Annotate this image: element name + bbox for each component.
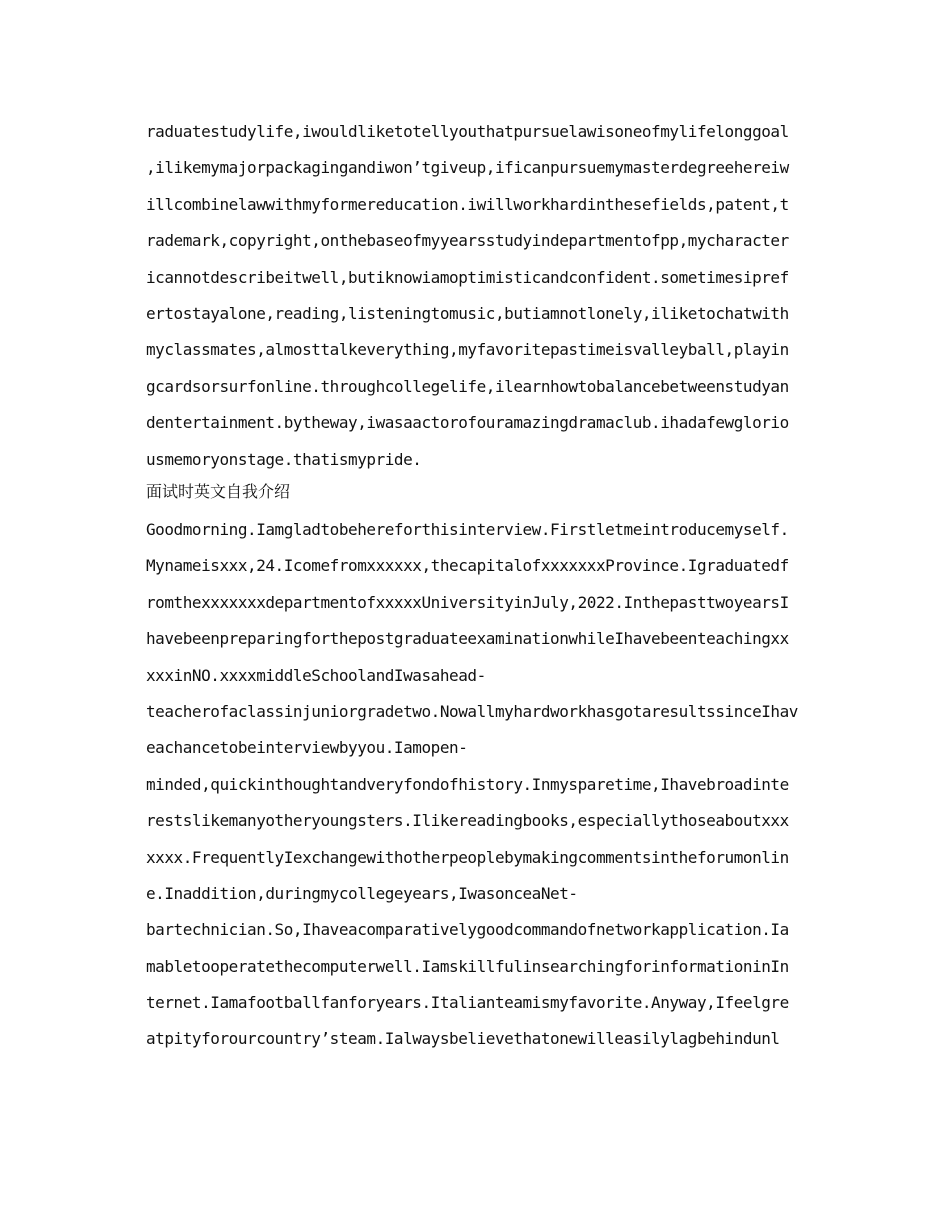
text-line: atpityforourcountry’steam.Ialwaysbelievethatonewilleasilylagbehindunl [146, 1029, 780, 1049]
text-line: icannotdescribeitwell,butiknowiamoptimisticandconfident.sometimesipref [146, 267, 789, 287]
text-line: rademark,copyright,onthebaseofmyyearsstudyindepartmentofpp,mycharacter [146, 231, 789, 251]
text-line: raduatestudylife,iwouldliketotellyouthatpursuelawisoneofmylifelonggoal [146, 122, 789, 141]
text-line: romthexxxxxxxdepartmentofxxxxxUniversityinJuly,2022.InthepasttwoyearsI [146, 592, 789, 612]
text-line: minded,quickinthoughtandveryfondofhistory.Inmysparetime,Ihavebroadinte [146, 774, 789, 794]
paragraph-interview-intro [146, 512, 806, 1058]
text-line: myclassmates,almosttalkeverything,myfavoritepastimeisvalleyball,playin [146, 340, 789, 360]
text-line: dentertainment.bytheway,iwasaactorofouramazingdramaclub.ihadafewglorio [146, 413, 789, 433]
text-line: xxxx.FrequentlyIexchangewithotherpeoplebymakingcommentsintheforumonlin [146, 847, 789, 867]
text-line: havebeenpreparingforthepostgraduateexaminationwhileIhavebeenteachingxx [146, 629, 789, 649]
text-line: restslikemanyotheryoungsters.Ilikereadingbooks,especiallythoseaboutxxx [146, 811, 789, 831]
text-line: Mynameisxxx,24.Icomefromxxxxxx,thecapitalofxxxxxxxProvince.Igraduatedf [146, 556, 789, 576]
paragraph-english-intro [146, 114, 806, 478]
text-line: bartechnician.So,Ihaveacomparativelygoodcommandofnetworkapplication.Ia [146, 920, 789, 940]
text-line: Goodmorning.Iamgladtobehereforthisinterview.Firstletmeintroducemyself. [146, 520, 789, 539]
text-line: e.Inaddition,duringmycollegeyears,IwasonceaNet- [146, 883, 578, 903]
text-line: xxxinNO.xxxxmiddleSchoolandIwasahead- [146, 665, 486, 685]
text-line: mabletooperatethecomputerwell.IamskillfulinsearchingforinformationinIn [146, 956, 789, 976]
text-line: ertostayalone,reading,listeningtomusic,butiamnotlonely,iliketochatwith [146, 303, 789, 323]
text-line: illcombinelawwithmyformereducation.iwillworkhardinthesefields,patent,t [146, 194, 789, 214]
section-heading: 面试时英文自我介绍 [146, 482, 291, 501]
text-line: teacherofaclassinjuniorgradetwo.NowallmyhardworkhasgotaresultssinceIhav [146, 701, 798, 721]
text-line: gcardsorsurfonline.throughcollegelife,ilearnhowtobalancebetweenstudyan [146, 376, 789, 396]
text-line: ,ilikemymajorpackagingandiwon’tgiveup,ificanpursuemymasterdegreehereiw [146, 158, 789, 178]
text-line: usmemoryonstage.thatismypride. [146, 449, 422, 469]
text-line: eachancetobeinterviewbyyou.Iamopen- [146, 738, 468, 758]
text-line: ternet.Iamafootballfanforyears.Italianteamismyfavorite.Anyway,Ifeelgre [146, 993, 789, 1013]
